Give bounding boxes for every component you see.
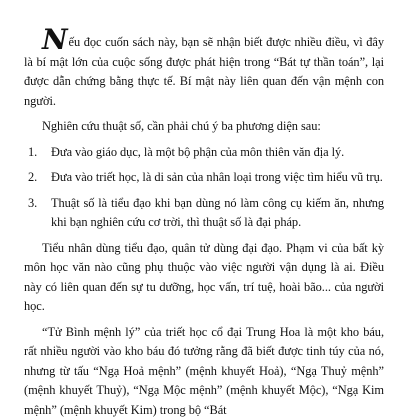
aspects-list [24,143,384,233]
aspects-intro-paragraph: Nghiên cứu thuật số, cần phải chú ý ba phương diện sau: [24,117,384,137]
scholar-paragraph: Tiểu nhân dùng tiểu đạo, quân tử dùng đại đạo. Phạm vi của bất kỳ môn học văn nào cũng phụ thuộc vào việc người vận dụng là ai. Điều này có liên quan đến sự tu dưỡng, học vấn, trí tuệ, hoài bão... của người học. [24,239,384,317]
list-item [24,168,384,188]
list-item [24,143,384,163]
intro-paragraph [24,30,384,111]
list-item-number: 3. [28,194,37,214]
intro-paragraph-text: ếu đọc cuốn sách này, bạn sẽ nhận biết được nhiều điều, vì đây là bí mật lớn của cuộc sống được phát hiện trong “Bát tự thần toán”, lại được dẫn chứng bằng thực tế. Bí mật này liên quan đến vận mệnh con người. [24,35,384,108]
list-item-text: Đưa vào giáo dục, là một bộ phận của môn thiên văn địa lý. [51,145,344,159]
list-item-number: 1. [28,143,37,163]
list-item-number: 2. [28,168,37,188]
tu-binh-paragraph: “Tử Bình mệnh lý” của triết học cổ đại Trung Hoa là một kho báu, rất nhiều người vào kho báu đó tưởng rằng đã biết được tinh túy của nó, nhưng từ tấu “Ngạ Hoả mệnh” (mệnh khuyết Hoả), “Ngạ Thuỷ mệnh” (mệnh khuyết Thuỷ), “Ngạ Mộc mệnh” (mệnh khuyết Mộc), “Ngạ Kim mệnh” (mệnh khuyết Kim) trong bộ “Bát [24,323,384,420]
list-item [24,194,384,233]
list-item-text: Đưa vào triết học, là di sản của nhân loại trong việc tìm hiểu vũ trụ. [51,170,383,184]
drop-cap: N [42,23,68,56]
list-item-text: Thuật số là tiểu đạo khi bạn dùng nó làm công cụ kiếm ăn, nhưng khi bạn nghiên cứu cơ trời, thì thuật số là đại pháp. [51,196,384,230]
